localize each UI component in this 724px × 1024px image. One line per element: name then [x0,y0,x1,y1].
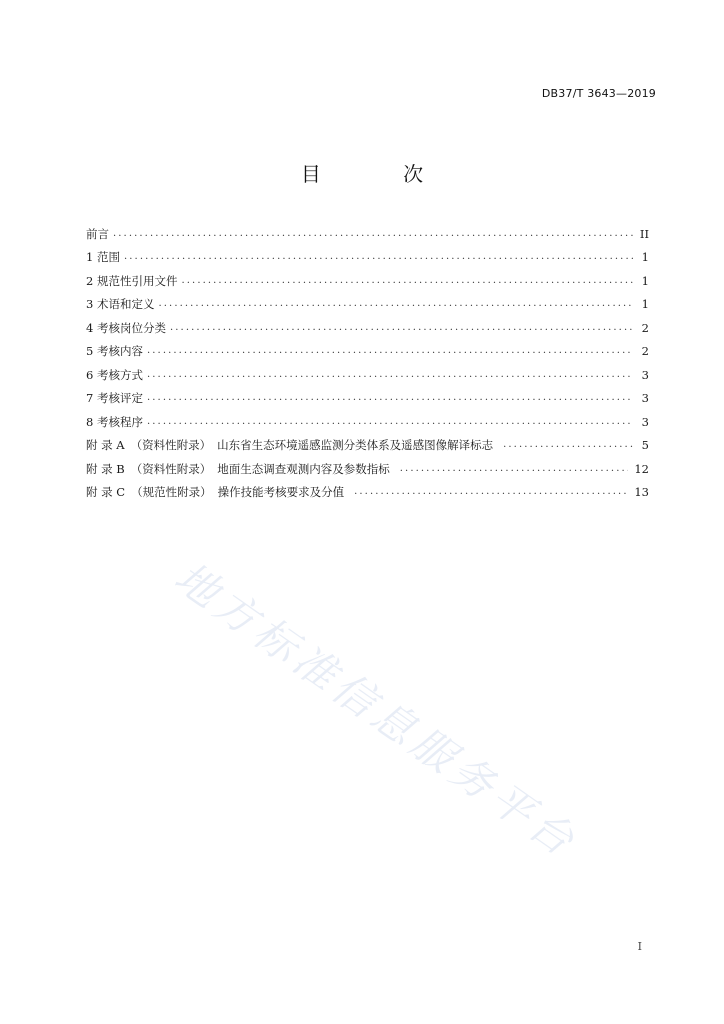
toc-entry-position-classification[interactable] [86,312,649,336]
dot-leader [147,367,633,383]
toc-entry-appendix-c[interactable] [86,477,649,501]
toc-entry-normative-references[interactable] [86,265,649,289]
toc-entry-appendix-b[interactable] [86,453,649,477]
dot-leader [147,343,633,359]
page-number: I [637,940,642,953]
watermark: 地方标准信息服务平台 [165,552,588,868]
toc-entry-assessment-method[interactable] [86,359,649,383]
appendix-prefix: 附 录 A [86,438,125,452]
toc-entry-label: 6 考核方式 [86,367,143,382]
toc-entry-terms-definitions[interactable] [86,289,649,313]
dot-leader [124,249,633,265]
toc-entry-scope[interactable] [86,242,649,266]
toc-entry-page: 3 [641,367,649,382]
appendix-title: 山东省生态环境遥感监测分类体系及遥感图像解译标志 [217,438,494,452]
toc-entry-page: 1 [641,273,649,288]
toc-entry-page: II [639,226,649,241]
dot-leader [181,273,633,289]
table-of-contents [86,218,649,500]
toc-entry-page: 5 [641,438,649,452]
toc-entry-page: 3 [641,414,649,429]
toc-entry-assessment-evaluation[interactable] [86,383,649,407]
appendix-prefix: 附 录 C [86,485,126,499]
dot-leader [147,414,633,430]
dot-leader [170,320,633,336]
toc-entry-page: 13 [634,485,649,499]
dot-leader [113,226,633,242]
toc-entry-page: 3 [641,391,649,405]
dot-leader [147,390,633,406]
toc-entry-label [86,461,400,477]
appendix-type: （资料性附录） [130,438,212,452]
toc-entry-label: 7 考核评定 [86,391,143,405]
appendix-type: （资料性附录） [130,461,212,476]
toc-entry-page: 1 [641,297,649,311]
toc-entry-label: 3 术语和定义 [86,297,155,311]
dot-leader [158,296,633,312]
toc-entry-assessment-procedure[interactable] [86,406,649,430]
appendix-title: 操作技能考核要求及分值 [217,485,345,499]
dot-leader [400,461,629,477]
toc-entry-appendix-a[interactable] [86,430,649,454]
toc-entry-label: 5 考核内容 [86,344,143,358]
toc-entry-label: 前言 [86,226,109,241]
toc-entry-foreword[interactable] [86,218,649,242]
toc-entry-label: 2 规范性引用文件 [86,273,178,288]
toc-title: 目 次 [300,162,462,186]
toc-entry-page: 12 [634,461,649,476]
toc-entry-label: 4 考核岗位分类 [86,320,166,335]
toc-entry-label [86,484,354,500]
dot-leader [503,437,633,453]
toc-entry-page: 2 [641,344,649,358]
toc-entry-label: 1 范围 [86,250,120,264]
standard-code: DB37/T 3643—2019 [541,87,656,100]
appendix-prefix: 附 录 B [86,461,125,476]
dot-leader [354,484,628,500]
appendix-title: 地面生态调查观测内容及参数指标 [217,461,390,476]
toc-entry-label [86,437,503,453]
toc-entry-page: 1 [641,250,649,264]
toc-entry-assessment-content[interactable] [86,336,649,360]
toc-entry-label: 8 考核程序 [86,414,143,429]
appendix-type: （规范性附录） [131,485,212,499]
toc-entry-page: 2 [641,320,649,335]
